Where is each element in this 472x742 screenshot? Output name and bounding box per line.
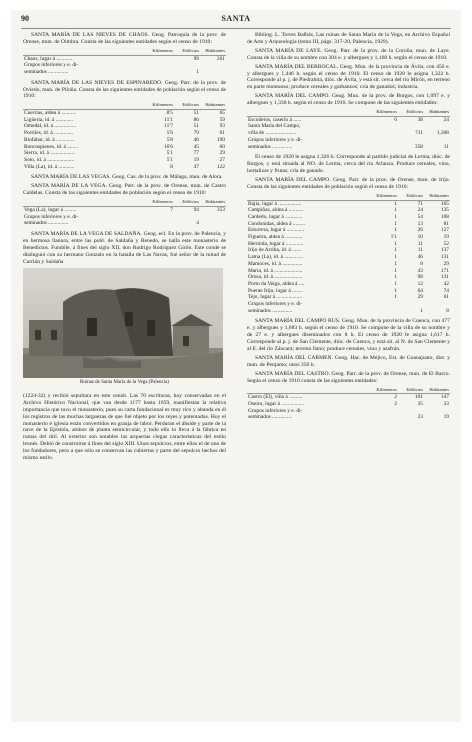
table-cell: 54 — [417, 213, 423, 220]
table-cell: Hermida, lugar á ............. — [248, 240, 304, 247]
table-cell: Villa (La), id. á ............ — [24, 163, 75, 170]
table-cell: 24 — [417, 207, 423, 214]
table-cell: Omedal, id. á ................ — [24, 123, 76, 130]
table-cell: Sierra, id. á .................. — [24, 150, 75, 157]
table-cell: 35 — [417, 401, 423, 408]
table-cell: Esturrera, lugar á ............. — [248, 227, 305, 234]
table-row — [247, 116, 450, 123]
table-cell: Condonidas, aldea á ......... — [248, 220, 306, 227]
table-cell: 52 — [443, 240, 449, 247]
table-cell: Campiñas, aldea á ........... — [248, 207, 304, 214]
table-header-row — [23, 48, 226, 55]
table-cell — [372, 301, 398, 308]
table-cell: Rinfabar, id. á .............. — [24, 136, 75, 143]
table-cell: 1 — [394, 254, 397, 261]
table-header-cell: Habitantes — [424, 109, 450, 116]
table-cell: 1 — [394, 213, 397, 220]
table-cell: 1 — [394, 227, 397, 234]
table-cell: 71 — [417, 200, 423, 207]
table-cell: 61 — [219, 130, 225, 137]
table-cell: Tejo, lugar á ................... — [248, 294, 302, 301]
table-row — [247, 288, 450, 295]
table-cell: 27 — [219, 156, 225, 163]
table-cell — [398, 408, 424, 415]
table-row — [23, 69, 226, 76]
table-header-cell: Edificios — [398, 109, 424, 116]
table-row — [247, 214, 450, 221]
table-row — [247, 221, 450, 228]
table-cell — [372, 408, 398, 415]
table-cell: Cuerrias, aldea á ........... — [24, 110, 77, 117]
table-row — [247, 254, 450, 261]
table-cell: seminados ............... — [248, 414, 293, 421]
document-page — [11, 10, 461, 722]
table-cell: 101 — [414, 394, 423, 401]
entry-text: SANTA MARÍA DEL BERROCAL. Geog. Mun. de la provincia de Ávila, con 450 e. y albergues y 1,446 h. según el censo de 1910. El censo de 1920 le asigna 1,322 h. Corresponde al p. j. de Piedrahita, dióc. de Ávila, y está sit. cerca del río Mirón, en terreno en parte montuoso; produce cereales y garbanzos; cría de ganados; industria. — [247, 63, 450, 91]
table-cell: Orosa, id. á ..................... — [248, 274, 303, 281]
table-cell: 43 — [417, 267, 423, 274]
table-cell: 165 — [440, 200, 449, 207]
table-header-cell: Edificios — [398, 387, 424, 394]
page-number: 90 — [21, 14, 29, 23]
table-cell: 19 — [193, 156, 199, 163]
table-cell: Ligüeria, id. á ............. — [24, 116, 74, 123]
table-cell: 45 — [193, 143, 199, 150]
table-row — [247, 227, 450, 234]
table-cell: 711 — [415, 130, 423, 137]
table-cell: 8 — [446, 307, 449, 314]
entry-text: SANTA MARÍA DE LAS VEGAS. Geog. Cas. de la prov. de Málaga, mun. de Alora. — [31, 174, 223, 181]
table-header-cell — [247, 193, 372, 200]
table-cell: 137 — [440, 247, 449, 254]
table-cell: 11'1 — [164, 116, 173, 123]
table-header-row — [247, 193, 450, 200]
table-row — [23, 220, 226, 227]
table-cell — [200, 69, 226, 76]
table-header-cell — [23, 199, 148, 206]
table-header-cell: Habitantes — [200, 102, 226, 109]
table-header-row — [247, 387, 450, 394]
table-cell: 353 — [216, 206, 225, 213]
left-column — [23, 32, 226, 468]
table-cell: 51 — [193, 110, 199, 117]
entry-text: SANTA MARÍA DEL CAMPO. Geog. Mun. de la prov. de Burgos, con 1,097 e. y albergues y 1,338 h. según el censo de 1910. Se compone de las siguientes entidades: — [247, 93, 450, 107]
table-cell: 1 — [394, 247, 397, 254]
table-row — [247, 207, 450, 214]
ruins-photo-image — [23, 268, 223, 378]
table-cell: 19 — [443, 234, 449, 241]
entry-text: SANTA MARÍA DEL CAMPO RUS. Geog. Mun. de la provincia de Cuenca, con 477 e. y albergues y 1,683 h. según el censo de 1910. Se compone de la villa de su nombre y de 27 e. y albergues diseminados con 8 h. El censo de 1920 le asigna 1,617 h. Corresponde al p. j. de San Clemente, dióc. de Cuenca, y está sit. al N. de San Clemente y al E. del río Záncara; terreno llano; produce cereales, vino y azafrán. — [247, 318, 450, 353]
table-cell: 1 — [394, 294, 397, 301]
table-row — [23, 137, 226, 144]
table-row — [247, 301, 450, 308]
table-cell: 61 — [443, 294, 449, 301]
table-row — [23, 123, 226, 130]
table-cell: 33 — [443, 401, 449, 408]
table-cell: 1 — [196, 68, 199, 75]
table-cell: 10 — [417, 234, 423, 241]
population-table — [23, 48, 226, 76]
table-cell — [200, 220, 226, 227]
table-cell: Grupos inferiores y e. di- — [24, 62, 79, 69]
table-header-cell: Habitantes — [200, 199, 226, 206]
table-cell: 77 — [193, 150, 199, 157]
table-cell: Oseiro, lugar á ................. — [248, 401, 305, 408]
table-row — [23, 130, 226, 137]
table-row — [247, 401, 450, 408]
table-header-cell: Kilómetros — [148, 48, 174, 55]
table-cell — [424, 408, 450, 415]
table-cell: 122 — [216, 163, 225, 170]
table-row — [23, 150, 226, 157]
table-row — [247, 137, 450, 144]
table-header-cell: Edificios — [174, 102, 200, 109]
entry-text: SANTA MARÍA DE LA VEGA. Geog. Parr. de la prov. de Orense, mun. de Castro Caldelas. Consta de las siguientes entidades de población según el censo de 1910: — [23, 183, 226, 197]
table-row — [247, 281, 450, 288]
table-cell: 26 — [417, 227, 423, 234]
table-cell — [174, 62, 200, 69]
continuation-text: (1224-32) y recibió sepultura en este cenob. Las 70 escrituras, hoy conservadas en el Archivo Histórico Nacional, que van desde 1177 hasta 1659, manifiestan la relativa importancia que tuvo el monasterio, pues su carta fundacional es muy rico y abunda en él los registros de las muchas larguezas de que fué objeto por los reyes y potentados. Hoy el monasterio é iglesia están convertidos en granja de labor. Perduran el ábside y parte de la nave de la Epístola, ambos de planta semicircular, y todo ello lo lleva á la fábrica en ruinas del dril. Al exterior son notables las arquerías ciegas características del estilo leonés. Debió de construirse á fines del siglo XIII. Unos sepulcros, entre ellos el de uno de los fundadores, pero a que sólo se conservan las cubiertas y parte del sepulcro hechos del mismo estilo. — [23, 392, 226, 462]
table-header-row — [23, 102, 226, 109]
table-cell: Vega (La), lugar á ......... — [24, 206, 77, 213]
table-header-cell: Kilómetros — [372, 109, 398, 116]
table-cell: Escuderos, caserío á ...... — [248, 116, 302, 123]
table-cell: 11 — [417, 247, 423, 254]
ruins-photo — [23, 268, 223, 378]
table-cell: 12 — [417, 280, 423, 287]
table-cell: Grupos inferiores y e. di- — [24, 213, 79, 220]
table-cell: 190 — [216, 136, 225, 143]
table-cell — [372, 414, 398, 421]
table-cell: Cardedo, lugar á ............. — [248, 213, 303, 220]
table-cell: 127 — [440, 227, 449, 234]
population-table — [247, 193, 450, 315]
right-column — [247, 32, 450, 425]
table-header-cell: Habitantes — [200, 48, 226, 55]
table-cell: seminados ............... — [24, 220, 69, 227]
table-cell: 16'6 — [163, 143, 173, 150]
photo-caption: Ruinas de Santa María de la Vega (Palencia) — [80, 380, 169, 386]
table-cell: Porriles, id. á .............. — [24, 130, 73, 137]
population-table — [247, 109, 450, 150]
table-cell: 81 — [443, 220, 449, 227]
table-row — [23, 206, 226, 213]
table-cell: 8 — [170, 163, 173, 170]
table-cell: 23 — [417, 414, 423, 421]
page-header — [21, 16, 451, 29]
table-cell: 8 — [420, 260, 423, 267]
table-cell: seminados ............... — [248, 307, 293, 314]
table-cell: Porto da Veiga, aldea á .... — [248, 280, 305, 287]
table-row — [247, 308, 450, 315]
table-cell — [372, 144, 398, 151]
table-header-cell: Edificios — [174, 48, 200, 55]
table-header-cell: Edificios — [174, 199, 200, 206]
table-cell: 64 — [417, 287, 423, 294]
table-cell — [372, 130, 398, 137]
population-table — [23, 102, 226, 170]
table-cell: Grupos inferiores y e. di- — [248, 136, 303, 143]
table-cell: 1 — [394, 220, 397, 227]
table-cell: 99 — [193, 55, 199, 62]
table-cell: 47 — [193, 163, 199, 170]
table-cell — [398, 301, 424, 308]
table-cell — [148, 220, 174, 227]
table-cell: 135 — [440, 207, 449, 214]
table-cell: 1 — [394, 200, 397, 207]
table-cell — [372, 123, 398, 130]
table-cell — [398, 123, 424, 130]
table-row — [23, 62, 226, 69]
table-header-row — [23, 199, 226, 206]
table-row — [23, 214, 226, 221]
entry-text: El censo de 1920 le asigna 1,326 h. Corresponde al partido judicial de Lerma, dióc. de Burgos, y está situada al NO. de Lerma, cerca del río Arlanza. Produce cereales, vino, hortalizas y frutas; cría de ganado. — [247, 154, 450, 175]
table-cell: 60 — [219, 143, 225, 150]
table-cell: 29 — [417, 294, 423, 301]
table-row — [247, 268, 450, 275]
table-row — [247, 414, 450, 421]
table-cell: Mamoces, id. á ............... — [248, 260, 303, 267]
table-cell: Maria, id. á ..................... — [248, 267, 303, 274]
entry-text: SANTA MARÍA DE LAS NIEVES DE ESPINAREDO. Geog. Parr. de la prov. de Oviedo, mun. de Piloña. Consta de las siguientes entidades de población según el censo de 1910: — [23, 79, 226, 100]
table-cell: 358 — [414, 143, 423, 150]
table-row — [247, 200, 450, 207]
entry-text: SANTA MARÍA DE LAS NIEVES DE CHAOS. Geog. Patroquia de la prov. de Orense, mun. de Oimbra. Consta de las siguientes entidades según el censo de 1910: — [23, 32, 226, 45]
population-table — [247, 387, 450, 422]
table-row — [247, 274, 450, 281]
table-cell: 46 — [193, 136, 199, 143]
bibliography-text: Bibliog. L. Torres Balbás, Las ruinas de Santa María de la Vega, en Archivo Español de Arte y Arqueología (tomo III, págs. 317-20, Palencia, 1929). — [247, 32, 450, 45]
table-row — [23, 157, 226, 164]
table-cell: Grupos inferiores y e. di- — [248, 407, 303, 414]
table-row — [247, 130, 450, 137]
table-header-cell — [23, 48, 148, 55]
table-cell: 51 — [193, 123, 199, 130]
table-cell: 42 — [443, 280, 449, 287]
table-cell — [424, 123, 450, 130]
table-cell: 1 — [394, 207, 397, 214]
table-cell — [200, 214, 226, 221]
table-row — [23, 144, 226, 151]
table-cell — [148, 69, 174, 76]
table-cell: seminados ............... — [24, 68, 69, 75]
table-cell: 6 — [394, 116, 397, 123]
table-cell: 79 — [193, 130, 199, 137]
table-cell: Figueira, aldea á ............. — [248, 234, 303, 241]
table-header-cell: Kilómetros — [372, 193, 398, 200]
table-cell: 24 — [443, 116, 449, 123]
table-row — [247, 123, 450, 130]
table-cell — [148, 55, 174, 62]
table-header-cell: Habitantes — [424, 387, 450, 394]
table-header-cell: Edificios — [398, 193, 424, 200]
table-cell: 11'7 — [164, 123, 173, 130]
table-cell — [148, 214, 174, 221]
table-cell: 1 — [394, 274, 397, 281]
table-cell — [200, 62, 226, 69]
table-cell: 2 — [394, 394, 397, 401]
table-cell: Chaos, lugar á ............ — [24, 55, 73, 62]
entry-text: SANTA MARÍA DE LA VEGA DE SALDAÑA. Geog. ecl. En la prov. de Palencia, y en hermosa llanura, entre las pobl. de Saldaña y Renedo, se halla este monasterio de Benedictos. Fundóle, á fines del siglo XII, don Rodrigo Rodríguez Girón. Este conde se distinguió con su hermano Gonzalo en la batalla de Las Navas, fué señor de la mitad de Carrión y Saldaña — [23, 230, 226, 265]
table-cell: 5'1 — [166, 150, 173, 157]
entry-text: SANTA MARÍA DEL CASTRO. Geog. Parr. de la prov. de Orense, mun. de El Barco. Según el censo de 1910 consta de las siguientes entidades: — [247, 370, 450, 384]
table-cell: 261 — [216, 55, 225, 62]
table-row — [247, 234, 450, 241]
table-cell: 131 — [440, 274, 449, 281]
table-cell — [372, 137, 398, 144]
table-cell: 4 — [196, 220, 199, 227]
table-cell: 13 — [417, 220, 423, 227]
table-cell: 1 — [394, 267, 397, 274]
table-cell: 1'1 — [390, 234, 397, 241]
table-row — [247, 144, 450, 151]
table-cell: 1 — [394, 240, 397, 247]
table-cell: Soto, id. á .................... — [24, 156, 75, 163]
table-cell: 46 — [417, 254, 423, 261]
table-row — [247, 394, 450, 401]
table-cell — [174, 214, 200, 221]
table-cell: 98 — [417, 274, 423, 281]
table-header-cell — [247, 387, 372, 394]
table-cell: Puente Irijo, lugar á ........ — [248, 287, 303, 294]
table-cell: 65 — [219, 110, 225, 117]
table-cell: 1 — [420, 307, 423, 314]
table-cell: 11 — [443, 143, 449, 150]
table-cell: 29 — [443, 260, 449, 267]
table-cell: 131 — [440, 254, 449, 261]
table-header-cell — [247, 109, 372, 116]
table-cell: 7 — [170, 206, 173, 213]
table-cell: 147 — [440, 394, 449, 401]
table-row — [247, 261, 450, 268]
table-cell: seminados ............... — [248, 143, 293, 150]
entry-text: SANTA MARÍA DEL CARMEN. Geog. Hac. de Méjico, Est. de Guanajuato, dist. y mun. de Penjamo; unos 350 h. — [247, 355, 450, 368]
table-cell: Roncuspienes, id. á ........ — [24, 143, 79, 150]
table-cell: 8'5 — [166, 110, 173, 117]
running-title: SANTA — [221, 14, 251, 23]
table-cell: Castro (El), villa á .......... — [248, 394, 303, 401]
table-cell: Bajía, lugar á ................. — [248, 200, 302, 207]
table-row — [23, 164, 226, 171]
table-cell — [148, 62, 174, 69]
table-header-cell: Kilómetros — [372, 387, 398, 394]
table-cell: 1,308 — [436, 130, 449, 137]
table-cell: 2 — [394, 401, 397, 408]
table-cell: 5'6 — [166, 130, 173, 137]
table-header-cell: Kilómetros — [148, 199, 174, 206]
entry-text: SANTA MARÍA DEL CAMPO. Geog. Parr. de la prov. de Orense, mun. de Irijo. Consta de las siguientes entidades de población según el censo de 1910: — [247, 177, 450, 190]
table-cell: 11 — [417, 240, 423, 247]
table-cell: 74 — [443, 287, 449, 294]
table-cell — [372, 308, 398, 315]
table-row — [247, 241, 450, 248]
table-cell: 171 — [440, 267, 449, 274]
table-cell: 108 — [440, 213, 449, 220]
table-cell: Lama (La), id. á .............. — [248, 254, 304, 261]
table-cell: 94 — [193, 206, 199, 213]
table-cell: 5'1 — [166, 156, 173, 163]
table-header-cell: Kilómetros — [148, 102, 174, 109]
table-cell: Grupos inferiores y e. di- — [248, 301, 303, 308]
table-cell: 38 — [417, 116, 423, 123]
table-row — [23, 110, 226, 117]
table-cell: 93 — [219, 123, 225, 130]
table-cell: Irijo de Arriba, id. á ....... — [248, 247, 302, 254]
table-cell: Santa María del Campo, — [248, 123, 301, 130]
table-cell: 5'8 — [166, 136, 173, 143]
table-cell: 86 — [193, 116, 199, 123]
table-header-cell — [23, 102, 148, 109]
table-cell: 1 — [394, 287, 397, 294]
table-row — [247, 408, 450, 415]
table-cell — [424, 137, 450, 144]
population-table — [23, 199, 226, 227]
table-cell: 19 — [443, 414, 449, 421]
entry-text: SANTA MARÍA DE LAYE. Geog. Parr. de la prov. de la Coruña, mun. de Laye. Consta de la villa de su nombre con 304 e. y albergues y 1,160 h. según el censo de 1910. — [247, 47, 450, 61]
table-row — [23, 117, 226, 124]
table-cell — [398, 137, 424, 144]
table-cell — [424, 301, 450, 308]
table-cell: 1 — [394, 260, 397, 267]
table-cell: 29 — [219, 150, 225, 157]
table-cell: 59 — [219, 116, 225, 123]
table-cell: 1 — [394, 280, 397, 287]
table-cell: villa de ....................... — [248, 130, 297, 137]
table-header-row — [247, 109, 450, 116]
table-header-cell: Habitantes — [424, 193, 450, 200]
